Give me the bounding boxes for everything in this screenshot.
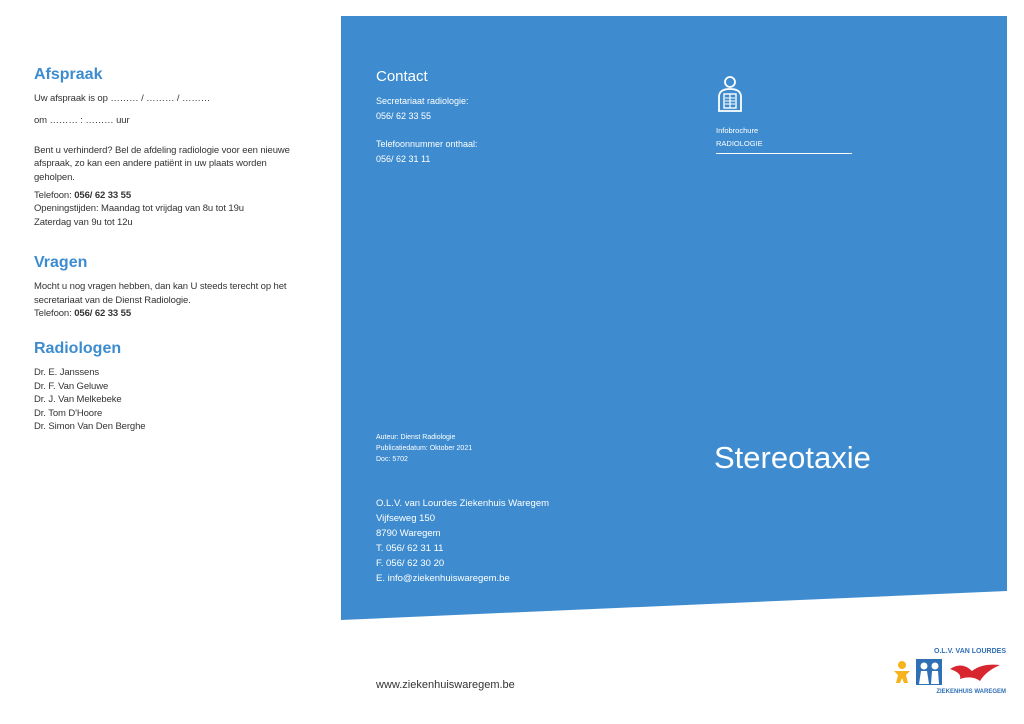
- brochure-badge: [716, 75, 852, 154]
- hospital-street: Vijfseweg 150: [376, 513, 435, 524]
- hospital-email: E. info@ziekenhuiswaregem.be: [376, 573, 510, 584]
- hospital-logo: [890, 645, 1008, 695]
- vragen-title: Vragen: [34, 254, 88, 272]
- badge-label: [716, 124, 852, 150]
- hospital-city: 8790 Waregem: [376, 528, 441, 539]
- vragen-phone-line: [34, 307, 299, 320]
- phone-label: Telefoon:: [34, 308, 75, 320]
- logo-bottom-text: ZIEKENHUIS WAREGEM: [936, 689, 1006, 695]
- phone-label: Telefoon:: [34, 190, 75, 202]
- secretariat-phone: 056/ 62 33 55: [376, 110, 432, 121]
- radiologist-name: Dr. J. Van Melkebeke: [34, 394, 122, 406]
- secretariat-label: Secretariaat radiologie:: [376, 96, 469, 106]
- badge-line2: RADIOLOGIE: [716, 139, 763, 148]
- left-column: [34, 66, 299, 434]
- badge-line1: Infobrochure: [716, 126, 759, 135]
- logo-top-text: O.L.V. VAN LOURDES: [934, 648, 1006, 655]
- contact-details: [376, 94, 478, 166]
- appointment-date-line: Uw afspraak is op ……… / ……… / ………: [34, 93, 211, 104]
- vragen-text: Mocht u nog vragen hebben, dan kan U steeds terecht op het secretariaat van de Dienst Radiologie.: [34, 281, 287, 306]
- meta-date: Publicatiedatum: Oktober 2021: [376, 445, 473, 452]
- radiologist-name: Dr. F. Van Geluwe: [34, 380, 109, 392]
- hindered-text: Bent u verhinderd? Bel de afdeling radiologie voor een nieuwe afspraak, zo kan een andere patiënt in uw plaats worden geholpen.: [34, 144, 290, 183]
- phone-number: 056/ 62 33 55: [74, 308, 132, 320]
- meta-doc: Doc: 5702: [376, 456, 408, 463]
- reception-label: Telefoonnummer onthaal:: [376, 139, 478, 149]
- hours-weekday: Openingstijden: Maandag tot vrijdag van 8u tot 19u: [34, 203, 244, 215]
- reception-phone: 056/ 62 31 11: [376, 153, 431, 164]
- hospital-name: O.L.V. van Lourdes Ziekenhuis Waregem: [376, 498, 550, 509]
- radiologen-title: Radiologen: [34, 340, 122, 358]
- contact-title: Contact: [376, 68, 428, 85]
- appointment-time-line: om ……… : ……… uur: [34, 115, 130, 127]
- phone-number: 056/ 62 33 55: [74, 190, 132, 202]
- hospital-tel: T. 056/ 62 31 11: [376, 543, 444, 554]
- afspraak-title: Afspraak: [34, 66, 103, 83]
- phone-line: [34, 189, 299, 202]
- radiologist-name: Dr. Simon Van Den Berghe: [34, 421, 146, 433]
- hospital-fax: F. 056/ 62 30 20: [376, 558, 445, 569]
- hospital-address: [376, 496, 549, 586]
- badge-divider: [716, 153, 852, 154]
- radiologist-name: Dr. E. Janssens: [34, 367, 100, 379]
- xray-person-icon: [716, 75, 744, 113]
- radiologist-name: Dr. Tom D'Hoore: [34, 407, 103, 419]
- meta-author: Auteur: Dienst Radiologie: [376, 434, 456, 441]
- hours-saturday: Zaterdag van 9u tot 12u: [34, 216, 133, 228]
- website-link[interactable]: www.ziekenhuiswaregem.be: [376, 679, 515, 691]
- brochure-title: Stereotaxie: [714, 440, 871, 475]
- publication-meta: [376, 432, 472, 465]
